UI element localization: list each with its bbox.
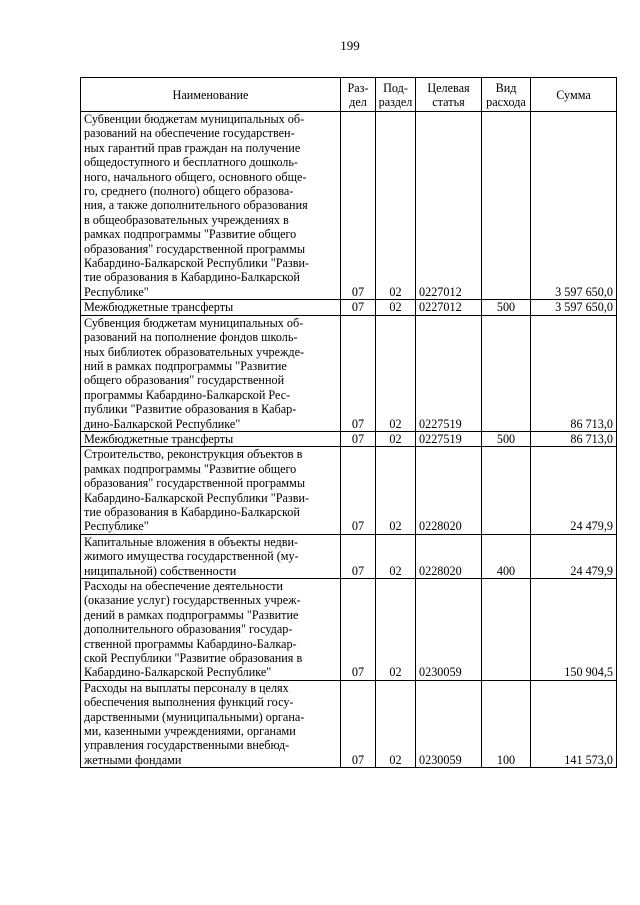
row-sum: 3 597 650,0	[531, 300, 617, 315]
row-target-article: 0228020	[416, 534, 482, 578]
row-target-article: 0227012	[416, 112, 482, 300]
row-podrazdel: 02	[376, 534, 416, 578]
row-sum: 86 713,0	[531, 431, 617, 446]
page-number: 199	[340, 38, 360, 53]
table-row	[81, 579, 617, 681]
row-target-article: 0230059	[416, 680, 482, 767]
table-row	[81, 112, 617, 300]
row-podrazdel: 02	[376, 300, 416, 315]
row-podrazdel: 02	[376, 431, 416, 446]
table-row	[81, 315, 617, 431]
table-row	[81, 680, 617, 767]
header-sum: Сумма	[531, 78, 617, 112]
header-expense-type: Вид расхода	[482, 78, 531, 112]
row-target-article: 0227012	[416, 300, 482, 315]
row-podrazdel: 02	[376, 680, 416, 767]
row-target-article: 0227519	[416, 431, 482, 446]
row-podrazdel: 02	[376, 579, 416, 681]
row-name: Строительство, реконструкция объектов в рамках подпрограммы "Развитие общего образования" государственной программы Кабардино-Балкарской Республики "Разви- тие образования в Кабардино-Балкарской Республике"	[81, 447, 341, 534]
row-expense-type	[482, 579, 531, 681]
row-sum: 3 597 650,0	[531, 112, 617, 300]
table-row	[81, 447, 617, 534]
row-expense-type	[482, 447, 531, 534]
row-name: Межбюджетные трансферты	[81, 431, 341, 446]
header-target-article: Целевая статья	[416, 78, 482, 112]
row-razdel: 07	[341, 300, 376, 315]
row-name: Субвенция бюджетам муниципальных об- разований на пополнение фондов школь- ных библиотек образовательных учрежде- ний в рамках подпрограммы "Развитие общего образования" государственной программы Кабардино-Балкарской Рес- публики "Развитие образования в Кабар- дино-Балкарской Республике"	[81, 315, 341, 431]
row-name: Капитальные вложения в объекты недви- жимого имущества государственной (му- ниципальной) собственности	[81, 534, 341, 578]
row-podrazdel: 02	[376, 112, 416, 300]
row-razdel: 07	[341, 680, 376, 767]
row-expense-type: 500	[482, 431, 531, 446]
table-row	[81, 300, 617, 315]
row-podrazdel: 02	[376, 315, 416, 431]
row-sum: 86 713,0	[531, 315, 617, 431]
row-name: Расходы на обеспечение деятельности (оказание услуг) государственных учреж- дений в рамках подпрограммы "Развитие дополнительного образования" государ- ственной программы Кабардино-Балкар- ской Республики "Развитие образования в Кабардино-Балкарской Республике"	[81, 579, 341, 681]
row-razdel: 07	[341, 447, 376, 534]
row-expense-type	[482, 315, 531, 431]
row-expense-type: 100	[482, 680, 531, 767]
row-target-article: 0227519	[416, 315, 482, 431]
table-row	[81, 431, 617, 446]
row-razdel: 07	[341, 112, 376, 300]
row-expense-type: 400	[482, 534, 531, 578]
row-podrazdel: 02	[376, 447, 416, 534]
table-row	[81, 534, 617, 578]
row-razdel: 07	[341, 431, 376, 446]
row-sum: 24 479,9	[531, 534, 617, 578]
row-sum: 150 904,5	[531, 579, 617, 681]
header-razdel: Раз- дел	[341, 78, 376, 112]
row-razdel: 07	[341, 315, 376, 431]
row-sum: 24 479,9	[531, 447, 617, 534]
header-row	[81, 78, 617, 112]
table-header	[81, 78, 617, 112]
row-sum: 141 573,0	[531, 680, 617, 767]
row-razdel: 07	[341, 534, 376, 578]
header-podrazdel: Под- раздел	[376, 78, 416, 112]
row-expense-type: 500	[482, 300, 531, 315]
row-razdel: 07	[341, 579, 376, 681]
row-target-article: 0230059	[416, 579, 482, 681]
row-expense-type	[482, 112, 531, 300]
row-name: Субвенции бюджетам муниципальных об- разований на обеспечение государствен- ных гарантий прав граждан на получение общедоступного и бесплатного дошколь- ного, начального общего, основного обще- го, среднего (полного) общего образова- ния, а также дополнительного образования в общеобразовательных учреждениях в рамках подпрограммы "Развитие общего образования" государственной программы Кабардино-Балкарской Республики "Разви- тие образования в Кабардино-Балкарской Республике"	[81, 112, 341, 300]
row-name: Межбюджетные трансферты	[81, 300, 341, 315]
budget-table	[80, 77, 617, 768]
row-target-article: 0228020	[416, 447, 482, 534]
header-name: Наименование	[81, 78, 341, 112]
row-name: Расходы на выплаты персоналу в целях обеспечения выполнения функций госу- дарственными (муниципальными) органа- ми, казенными учреждениями, органами управления государственными внебюд- жетными фондами	[81, 680, 341, 767]
